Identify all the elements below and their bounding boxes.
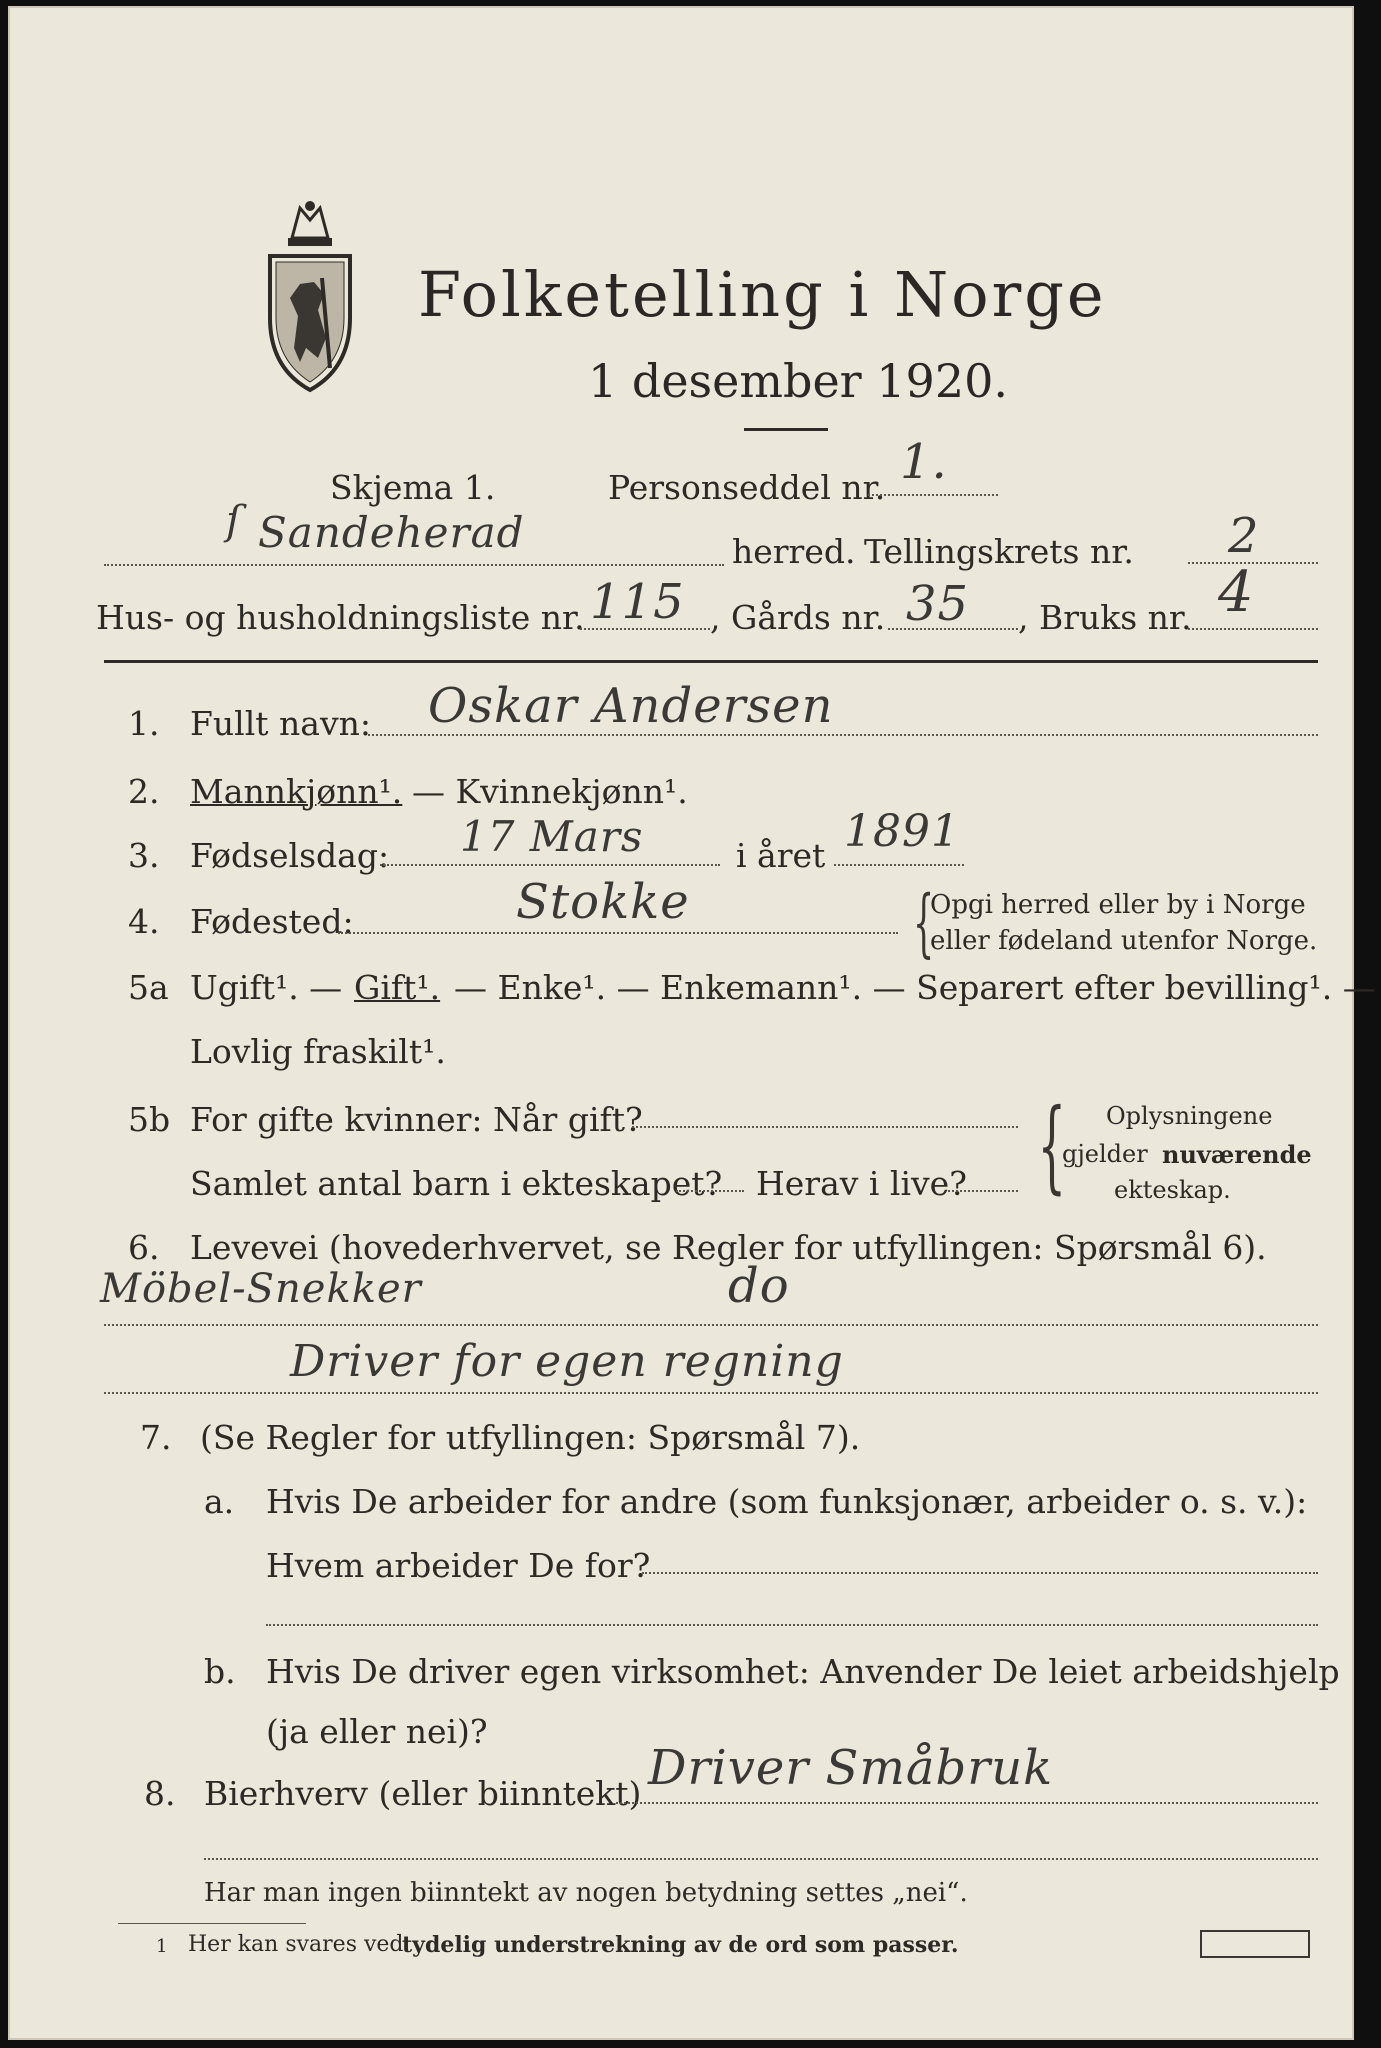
q3-year-label: i året [736,836,826,875]
q5b-note-line3: ekteskap. [1114,1176,1231,1204]
q6-label: Levevei (hovederhvervet, se Regler for utfyllingen: Spørsmål 6). [190,1228,1267,1267]
herred-stroke: ſ [226,498,242,544]
q5b-alive-label: Herav i live? [756,1164,967,1203]
q5b-children-line [676,1190,744,1192]
q3-number: 3. [128,836,160,875]
footnote-rule [118,1923,306,1924]
form-title: Folketelling i Norge [418,258,1107,331]
q3-day-value[interactable]: 17 Mars [460,812,644,861]
herred-label: herred. [732,532,856,571]
q5b-number: 5b [128,1100,171,1139]
q7b-text: Hvis De driver egen virksomhet: Anvender De leiet arbeidshjelp [266,1652,1340,1691]
q6-value-line2[interactable]: Driver for egen regning [290,1336,844,1387]
q6-number: 6. [128,1228,160,1267]
q3-day-line [380,864,720,866]
tellingskrets-value[interactable]: 2 [1228,508,1260,564]
q5b-note-brace: { [1037,1087,1067,1204]
q2-kvinnekjonn[interactable]: — Kvinnekjønn¹. [412,772,688,811]
footer-note: Har man ingen biinntekt av nogen betydning settes „nei“. [204,1878,968,1908]
q7a-text2: Hvem arbeider De for? [266,1546,651,1585]
form-date: 1 desember 1920. [588,354,1008,408]
q8-value[interactable]: Driver Småbruk [648,1740,1054,1796]
q3-year-line [834,864,964,866]
q5a-ugift[interactable]: Ugift¹. — [190,968,343,1007]
q4-line [338,932,898,934]
tellingskrets-label: Tellingskrets nr. [864,532,1134,571]
q6-line1 [104,1324,1318,1326]
q1-number: 1. [128,704,160,743]
q7a-line2 [266,1624,1318,1626]
q6-line2 [104,1392,1318,1394]
q5a-number: 5a [128,968,169,1007]
bruks-value[interactable]: 4 [1218,560,1255,625]
norway-coat-of-arms-icon [260,198,360,398]
q4-note-brace: { [912,880,935,966]
personseddel-value[interactable]: 1. [900,434,948,490]
q5b-note-line1: Oplysningene [1106,1102,1273,1130]
q8-label: Bierhverv (eller biinntekt) [204,1774,642,1813]
q8-line2 [204,1858,1318,1860]
q7-label: (Se Regler for utfyllingen: Spørsmål 7). [200,1418,861,1457]
q4-number: 4. [128,902,160,941]
q1-line [368,734,1318,736]
footnote-text-b: tydelig understrekning av de ord som passer. [402,1932,959,1958]
q4-label: Fødested: [190,902,354,941]
footnote-mark: 1 [156,1936,168,1957]
q5b-alive-line [948,1190,1018,1192]
q6-value-line1b[interactable]: do [728,1258,790,1314]
q2-number: 2. [128,772,160,811]
q4-note-line1: Opgi herred eller by i Norge [930,890,1306,920]
printer-stamp [1200,1930,1310,1958]
q4-value[interactable]: Stokke [516,874,690,930]
q5b-note-line2a: gjelder [1062,1140,1148,1168]
q2-mannkjonn-underlined[interactable]: Mannkjønn¹. [190,772,403,811]
q6-value-line1[interactable]: Möbel-Snekker [100,1266,422,1312]
header-rule [104,660,1318,663]
census-form-page [8,6,1376,2040]
title-divider [744,428,828,431]
gards-label: , Gårds nr. [710,598,886,637]
gards-value[interactable]: 35 [906,576,970,632]
personseddel-label: Personseddel nr. [608,468,886,507]
q7a-text: Hvis De arbeider for andre (som funksjonær, arbeider o. s. v.): [266,1482,1308,1521]
footnote-text-a: Her kan svares ved [188,1932,404,1957]
skjema-label: Skjema 1. [330,468,496,507]
q5b-label: For gifte kvinner: Når gift? [190,1100,643,1139]
q5a-options[interactable]: — Enke¹. — Enkemann¹. — Separert efter bevilling¹. — [454,968,1376,1007]
q7a-letter: a. [204,1482,235,1521]
herred-value[interactable]: Sandeherad [258,508,525,557]
personseddel-line [868,494,998,496]
q5b-note-line2b: nuværende [1162,1140,1312,1169]
q1-label: Fullt navn: [190,704,371,743]
q7b-letter: b. [204,1652,236,1691]
herred-line [104,564,724,566]
q5b-children-label: Samlet antal barn i ekteskapet? [190,1164,723,1203]
husholdningsliste-label: Hus- og husholdningsliste nr. [96,598,585,637]
q1-value[interactable]: Oskar Andersen [428,678,834,734]
q7b-text2: (ja eller nei)? [266,1712,488,1751]
q5a-gift-underlined[interactable]: Gift¹. [354,968,441,1007]
q8-number: 8. [144,1774,176,1813]
q8-line1 [616,1802,1318,1804]
q7a-line1 [642,1572,1318,1574]
q3-label: Fødselsdag: [190,836,390,875]
bruks-label: , Bruks nr. [1018,598,1192,637]
q5b-married-line [632,1126,1018,1128]
husholdningsliste-value[interactable]: 115 [590,574,685,630]
q5a-lovlig-fraskilt[interactable]: Lovlig fraskilt¹. [190,1032,446,1071]
bruks-line [1188,628,1318,630]
q7-number: 7. [140,1418,172,1457]
q4-note-line2: eller fødeland utenfor Norge. [930,926,1318,956]
q3-year-value[interactable]: 1891 [844,806,960,857]
